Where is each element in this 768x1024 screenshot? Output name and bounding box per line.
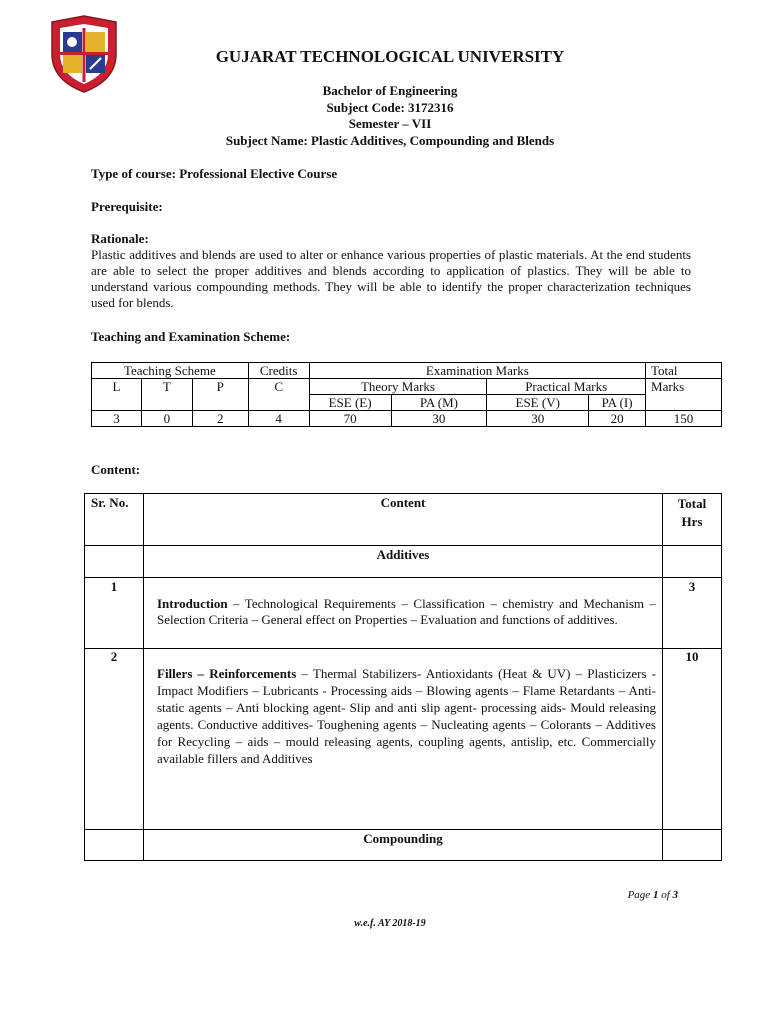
- page-total: 3: [672, 889, 678, 901]
- degree: Bachelor of Engineering: [322, 83, 458, 98]
- section-additives: Additives: [144, 546, 663, 578]
- practical-marks-header: Practical Marks: [487, 379, 646, 395]
- row-1-title: Introduction: [157, 596, 228, 611]
- page-current: 1: [652, 889, 659, 901]
- ese-v-header: ESE (V): [487, 395, 589, 411]
- t-value: 0: [141, 411, 192, 427]
- content-label: Content:: [91, 462, 141, 477]
- l-value: 3: [92, 411, 142, 427]
- marks-header: Marks: [646, 379, 722, 411]
- row-1-text: – Technological Requirements – Classification – chemistry and Mechanism – Selection Criteria – General effect on Properties – Evaluation and functions of additives.: [157, 596, 656, 627]
- wef-footer: w.e.f. AY 2018-19: [354, 918, 426, 929]
- rationale-text: Plastic additives and blends are used to alter or enhance various properties of plastic materials. At the end students are able to select the proper additives and blends according to application of plastics. They will be able to understand various compounding methods. They will be able to identify the proper characterization techniques used for blends.: [91, 247, 691, 310]
- row-2-text: – Thermal Stabilizers- Antioxidants (Heat & UV) – Plasticizers - Impact Modifiers – Lubricants - Processing aids – Blowing agents – Flame Retardants – Anti-static agents – Anti blocking agent- Slip and anti slip agent- processing aids- Mould releasing agents. Conductive additives- Toughening agents – Nucleating agents – Colorants – Additives for Recycling – aids – mould releasing agents, coupling agents, antislip, etc. Commercially available fillers and Additives: [157, 666, 657, 766]
- pa-i-header: PA (I): [589, 395, 646, 411]
- page-of: of: [658, 889, 673, 901]
- total-hrs-total: Total: [677, 496, 707, 511]
- theory-marks-header: Theory Marks: [309, 379, 487, 395]
- t-header: T: [141, 379, 192, 411]
- total-hrs-header: [663, 494, 722, 546]
- semester: Semester – VII: [348, 116, 432, 131]
- scheme-label: Teaching and Examination Scheme:: [91, 329, 291, 344]
- section-hrs-empty: [663, 546, 722, 578]
- subject-name: Subject Name: Plastic Additives, Compounding and Blends: [225, 133, 555, 148]
- total-header: Total: [646, 363, 722, 379]
- content-table: [84, 493, 722, 861]
- total-value: 150: [646, 411, 722, 427]
- section-hrs-empty: [663, 830, 722, 861]
- content-header: Content: [144, 494, 663, 546]
- l-header: L: [92, 379, 142, 411]
- row-2-sr: 2: [85, 649, 144, 830]
- subject-code: Subject Code: 3172316: [326, 100, 454, 115]
- scheme-table: [91, 362, 722, 427]
- ese-e-header: ESE (E): [309, 395, 391, 411]
- table-row: [85, 649, 722, 830]
- p-header: P: [192, 379, 248, 411]
- course-type: Type of course: Professional Elective Course: [91, 166, 338, 181]
- prerequisite-label: Prerequisite:: [91, 199, 163, 214]
- row-2-title: Fillers – Reinforcements: [157, 666, 297, 681]
- ese-v-value: 30: [487, 411, 589, 427]
- rationale-label: Rationale:: [91, 231, 149, 246]
- p-value: 2: [192, 411, 248, 427]
- total-hrs-hrs: Hrs: [681, 514, 703, 529]
- row-1-hrs: 3: [663, 578, 722, 649]
- credits-header: Credits: [248, 363, 309, 379]
- pa-i-value: 20: [589, 411, 646, 427]
- pa-m-value: 30: [391, 411, 487, 427]
- row-1-sr: 1: [85, 578, 144, 649]
- university-title: GUJARAT TECHNOLOGICAL UNIVERSITY: [215, 47, 565, 66]
- row-1-content: [144, 578, 663, 649]
- pa-m-header: PA (M): [391, 395, 487, 411]
- section-sr-empty: [85, 830, 144, 861]
- row-2-content: [144, 649, 663, 830]
- ese-e-value: 70: [309, 411, 391, 427]
- section-sr-empty: [85, 546, 144, 578]
- exam-marks-header: Examination Marks: [309, 363, 645, 379]
- table-row: [85, 578, 722, 649]
- row-2-hrs: 10: [663, 649, 722, 830]
- sr-no-header: Sr. No.: [85, 494, 144, 546]
- teaching-scheme-header: Teaching Scheme: [92, 363, 249, 379]
- c-header: C: [248, 379, 309, 411]
- section-compounding: Compounding: [144, 830, 663, 861]
- c-value: 4: [248, 411, 309, 427]
- page-number: [628, 887, 678, 903]
- page-prefix: Page: [627, 889, 653, 901]
